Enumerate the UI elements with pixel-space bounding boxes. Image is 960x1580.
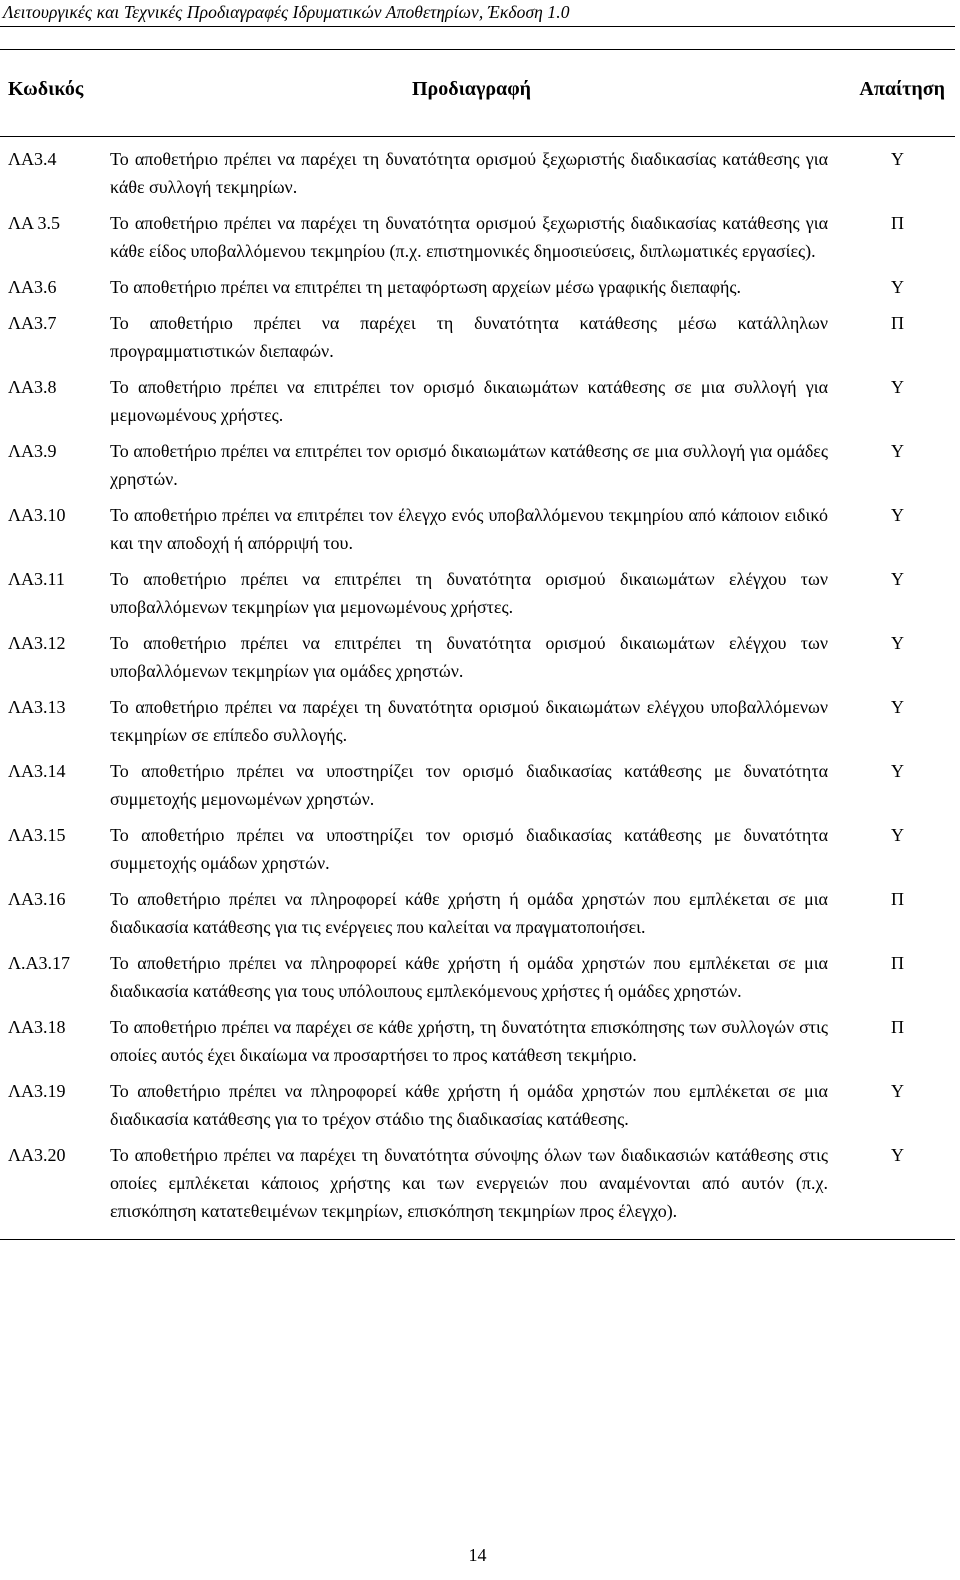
row-specification: Το αποθετήριο πρέπει να παρέχει τη δυνατότητα ορισμού δικαιωμάτων ελέγχου υποβαλλόμενων τεκμηρίων σε επίπεδο συλλογής. [110,697,828,745]
row-requirement: Π [891,889,904,909]
row-requirement: Π [891,953,904,973]
table-row [0,693,955,757]
row-requirement: Υ [891,633,904,653]
row-specification: Το αποθετήριο πρέπει να επιτρέπει τη δυνατότητα ορισμού δικαιωμάτων ελέγχου των υποβαλλόμενων τεκμηρίων για μεμονωμένους χρήστες. [110,569,828,617]
page-number: 14 [468,1545,487,1565]
row-requirement: Υ [891,441,904,461]
specifications-table [0,49,955,1240]
row-specification: Το αποθετήριο πρέπει να πληροφορεί κάθε χρήστη ή ομάδα χρηστών που εμπλέκεται σε μια διαδικασία κατάθεσης για το τρέχον στάδιο της διαδικασίας κατάθεσης. [110,1081,828,1129]
row-specification: Το αποθετήριο πρέπει να επιτρέπει τον ορισμό δικαιωμάτων κατάθεσης σε μια συλλογή για ομάδες χρηστών. [110,441,828,489]
table-row [0,949,955,1013]
table-row [0,885,955,949]
column-header-requirement: Απαίτηση [840,50,955,137]
column-header-code: Κωδικός [0,50,103,137]
row-code: ΛΑ3.11 [8,569,65,589]
row-requirement: Π [891,313,904,333]
row-specification: Το αποθετήριο πρέπει να παρέχει σε κάθε χρήστη, τη δυνατότητα επισκόπησης των συλλογών στις οποίες αυτός έχει δικαίωμα να προσαρτήσει το προς κατάθεση τεκμήριο. [110,1017,828,1065]
header-row [0,50,955,137]
row-specification: Το αποθετήριο πρέπει να επιτρέπει τη μεταφόρτωση αρχείων μέσω γραφικής διεπαφής. [110,277,742,297]
table-row [0,273,955,309]
header-rule [0,26,955,27]
row-specification: Το αποθετήριο πρέπει να επιτρέπει τον ορισμό δικαιωμάτων κατάθεσης σε μια συλλογή για μεμονωμένους χρήστες. [110,377,828,425]
row-requirement: Υ [891,377,904,397]
row-code: ΛΑ3.20 [0,1141,103,1240]
table-row [0,437,955,501]
table-row [0,501,955,565]
row-specification: Το αποθετήριο πρέπει να επιτρέπει τη δυνατότητα ορισμού δικαιωμάτων ελέγχου των υποβαλλόμενων τεκμηρίων για ομάδες χρηστών. [110,633,828,681]
row-code: ΛΑ3.15 [8,825,66,845]
row-code: ΛΑ3.9 [8,441,57,461]
row-specification: Το αποθετήριο πρέπει να πληροφορεί κάθε χρήστη ή ομάδα χρηστών που εμπλέκεται σε μια διαδικασία κατάθεσης για τις ενέργειες που καλείται να πραγματοποιήσει. [110,889,828,937]
row-code: ΛΑ3.18 [8,1017,66,1037]
row-requirement: Π [891,1017,904,1037]
row-specification: Το αποθετήριο πρέπει να επιτρέπει τον έλεγχο ενός υποβαλλόμενου τεκμηρίου από κάποιον ειδικό και την αποδοχή ή απόρριψή του. [110,505,828,553]
table-row [0,1077,955,1141]
row-requirement: Υ [891,825,904,845]
row-specification: Το αποθετήριο πρέπει να πληροφορεί κάθε χρήστη ή ομάδα χρηστών που εμπλέκεται σε μια διαδικασία κατάθεσης για τους υπόλοιπους εμπλεκόμενους χρήστες ή ομάδες χρηστών. [110,953,828,1001]
row-code: ΛΑ3.12 [8,633,66,653]
row-requirement: Υ [891,149,904,169]
table-row [0,137,955,210]
row-specification: Το αποθετήριο πρέπει να υποστηρίζει τον ορισμό διαδικασίας κατάθεσης με δυνατότητα συμμετοχής ομάδων χρηστών. [110,825,828,873]
row-code: ΛΑ3.13 [8,697,66,717]
column-header-spec: Προδιαγραφή [103,50,840,137]
row-code: ΛΑ3.14 [8,761,66,781]
row-code: ΛΑ3.19 [8,1081,66,1101]
table-row [0,209,955,273]
row-requirement: Υ [891,761,904,781]
row-code: ΛΑ3.16 [8,889,66,909]
table-row [0,309,955,373]
row-specification: Το αποθετήριο πρέπει να υποστηρίζει τον ορισμό διαδικασίας κατάθεσης με δυνατότητα συμμετοχής μεμονωμένων χρηστών. [110,761,828,809]
row-code: ΛΑ3.4 [8,149,57,169]
row-specification: Το αποθετήριο πρέπει να παρέχει τη δυνατότητα ορισμού ξεχωριστής διαδικασίας κατάθεσης για κάθε συλλογή τεκμηρίων. [110,149,828,197]
row-requirement: Υ [891,505,904,525]
table-row [0,1013,955,1077]
table-row [0,821,955,885]
table-header [0,50,955,137]
row-specification: Το αποθετήριο πρέπει να παρέχει τη δυνατότητα κατάθεσης μέσω κατάλληλων προγραμματιστικών διεπαφών. [110,313,828,361]
running-header: Λειτουργικές και Τεχνικές Προδιαγραφές Ιδρυματικών Αποθετηρίων, Έκδοση 1.0 [3,2,570,22]
row-specification: Το αποθετήριο πρέπει να παρέχει τη δυνατότητα ορισμού ξεχωριστής διαδικασίας κατάθεσης για κάθε είδος υποβαλλόμενου τεκμηρίου (π.χ. επιστημονικές δημοσιεύσεις, διπλωματικές εργασίες). [110,213,828,261]
table-row [0,1141,955,1240]
row-requirement: Υ [840,1141,955,1240]
row-requirement: Υ [891,569,904,589]
row-requirement: Π [891,213,904,233]
table-row [0,565,955,629]
table-body [0,137,955,1240]
row-code: ΛΑ 3.5 [8,213,61,233]
table-row [0,629,955,693]
row-code: ΛΑ3.7 [8,313,57,333]
row-requirement: Υ [891,697,904,717]
table-row [0,757,955,821]
row-code: Λ.Α3.17 [8,953,71,973]
row-code: ΛΑ3.6 [8,277,57,297]
table-row [0,373,955,437]
row-code: ΛΑ3.8 [8,377,57,397]
row-specification: Το αποθετήριο πρέπει να παρέχει τη δυνατότητα σύνοψης όλων των διαδικασιών κατάθεσης στις οποίες εμπλέκεται κάποιος χρήστης και των ενεργειών που αναμένονται από αυτόν (π.χ. επισκόπηση κατατεθειμένων τεκμηρίων, επισκόπηση τεκμηρίων προς έλεγχο). [103,1141,840,1240]
row-requirement: Υ [891,1081,904,1101]
row-requirement: Υ [891,277,904,297]
row-code: ΛΑ3.10 [8,505,66,525]
